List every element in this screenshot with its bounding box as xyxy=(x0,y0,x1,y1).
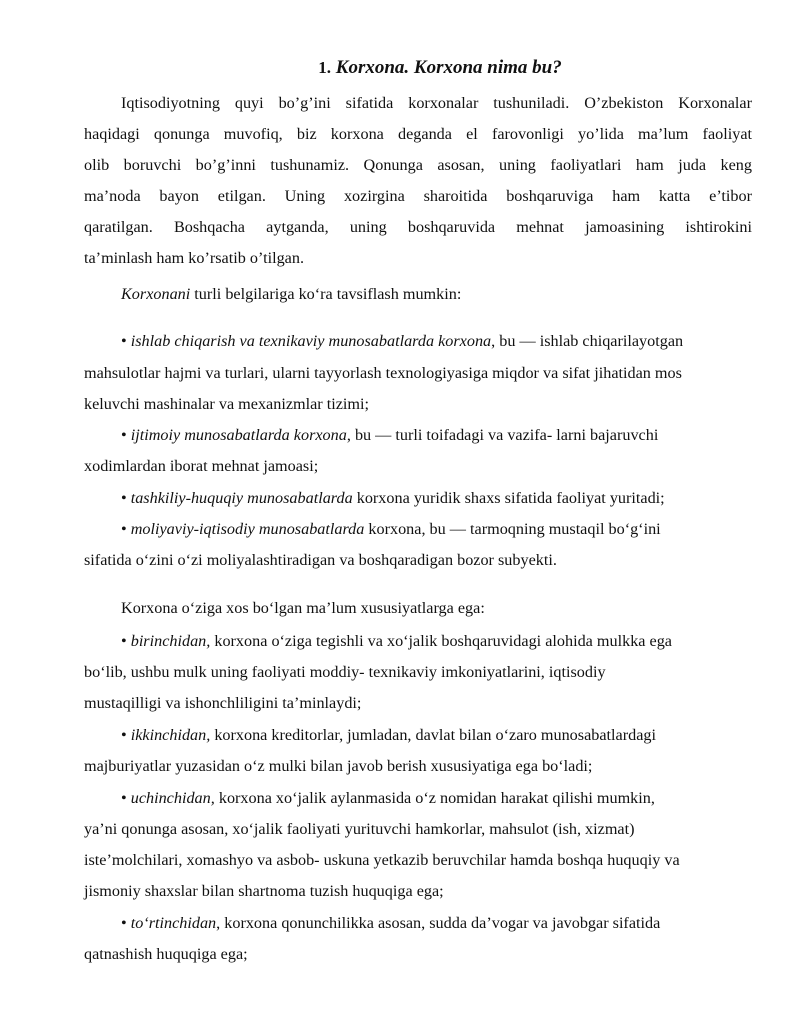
list-term: uchinchidan, xyxy=(130,789,215,807)
list-term: ikkinchidan, xyxy=(130,726,211,744)
list-item xyxy=(121,630,752,652)
list-item-cont: xodimlardan iborat mehnat jamoasi; xyxy=(84,457,319,475)
bullet: • xyxy=(121,489,131,507)
bullet: • xyxy=(121,914,131,932)
bullet: • xyxy=(121,789,131,807)
bullet: • xyxy=(121,426,131,444)
list-item-cont: majburiyatlar yuzasidan o‘z mulki bilan javob berish xususiyatiga ega bo‘ladi; xyxy=(84,757,593,775)
list-item-cont: iste’molchilari, xomashyo va asbob- uskuna yetkazib beruvchilar hamda boshqa huquqiy va xyxy=(84,851,680,869)
list-text: , bu — turli toifadagi va vazifa- larni bajaruvchi xyxy=(346,426,659,444)
list-text: , korxona qonunchilikka asosan, sudda da’vogar va javobgar sifatida xyxy=(216,914,661,932)
classify-term: Korxonani xyxy=(121,285,191,303)
section-heading xyxy=(0,56,800,80)
list-item xyxy=(121,330,752,352)
list-text: korxona kreditorlar, jumladan, davlat bilan o‘zaro munosabatlardagi xyxy=(210,726,656,744)
intro-line: olib boruvchi bo’g’inni tushunamiz. Qonunga asosan, uning faoliyatlari ham juda keng xyxy=(84,156,752,174)
list-item-cont: sifatida o‘zini o‘zi moliyalashtiradigan va boshqaradigan bozor subyekti. xyxy=(84,551,557,569)
features-intro: Korxona o‘ziga xos bo‘lgan ma’lum xususiyatlarga ega: xyxy=(121,599,485,617)
list-term: moliyaviy-iqtisodiy munosabatlarda xyxy=(130,520,365,538)
list-item-cont: jismoniy shaxslar bilan shartnoma tuzish huquqiga ega; xyxy=(84,882,444,900)
list-text: korxona, bu — tarmoqning mustaqil bo‘g‘ini xyxy=(364,520,661,538)
list-term: ishlab chiqarish va texnikaviy munosabatlarda korxona xyxy=(130,332,492,350)
bullet: • xyxy=(121,332,131,350)
heading-number: 1. xyxy=(318,58,332,77)
list-item xyxy=(121,487,752,509)
intro-line: Iqtisodiyotning quyi bo’g’ini sifatida korxonalar tushuniladi. O’zbekiston Korxonalar xyxy=(121,94,752,112)
list-text: korxona o‘ziga tegishli va xo‘jalik boshqaruvidagi alohida mulkka ega xyxy=(210,632,672,650)
list-term: birinchidan, xyxy=(130,632,211,650)
intro-line: haqidagi qonunga muvofiq, biz korxona deganda el farovonligi yo’lida ma’lum faoliyat xyxy=(84,125,752,143)
list-item-cont: mahsulotlar hajmi va turlari, ularni tayyorlash texnologiyasiga miqdor va sifat jihatidan mos xyxy=(84,364,682,382)
list-item xyxy=(121,724,752,746)
heading-text: Korxona. Korxona nima bu? xyxy=(335,57,562,78)
list-item-cont: keluvchi mashinalar va mexanizmlar tizimi; xyxy=(84,395,369,413)
list-term: ijtimoiy munosabatlarda korxona xyxy=(130,426,347,444)
intro-line: qaratilgan. Boshqacha aytganda, uning boshqaruvida mehnat jamoasining ishtirokini xyxy=(84,218,752,236)
intro-line: ma’noda bayon etilgan. Uning xozirgina sharoitida boshqaruviga ham katta e’tibor xyxy=(84,187,752,205)
classify-line xyxy=(121,283,752,305)
list-item xyxy=(121,787,752,809)
list-item-cont: mustaqilligi va ishonchliligini ta’minlaydi; xyxy=(84,694,362,712)
list-term: to‘rtinchidan xyxy=(130,914,217,932)
list-text: , bu — ishlab chiqarilayotgan xyxy=(491,332,684,350)
list-item xyxy=(121,518,752,540)
list-term: tashkiliy-huquqiy munosabatlarda xyxy=(130,489,353,507)
list-item-cont: qatnashish huquqiga ega; xyxy=(84,945,248,963)
list-item xyxy=(121,424,752,446)
classify-text: turli belgilariga ko‘ra tavsiflash mumkin: xyxy=(190,285,462,303)
list-item-cont: ya’ni qonunga asosan, xo‘jalik faoliyati yurituvchi hamkorlar, mahsulot (ish, xizmat) xyxy=(84,820,635,838)
bullet: • xyxy=(121,520,131,538)
list-text: korxona xo‘jalik aylanmasida o‘z nomidan harakat qilishi mumkin, xyxy=(214,789,655,807)
intro-line: ta’minlash ham ko’rsatib o’tilgan. xyxy=(84,249,304,267)
list-item xyxy=(121,912,752,934)
bullet: • xyxy=(121,632,131,650)
bullet: • xyxy=(121,726,131,744)
list-text: korxona yuridik shaxs sifatida faoliyat yuritadi; xyxy=(352,489,665,507)
list-item-cont: bo‘lib, ushbu mulk uning faoliyati moddiy- texnikaviy imkoniyatlarini, iqtisodiy xyxy=(84,663,606,681)
